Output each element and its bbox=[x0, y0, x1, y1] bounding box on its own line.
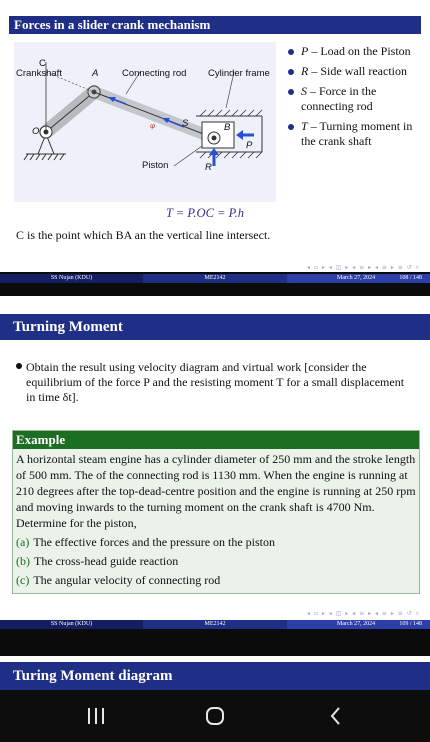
legend-item-s bbox=[287, 84, 425, 114]
bullet-dot-icon bbox=[288, 49, 294, 55]
label-cylinder-frame: Cylinder frame bbox=[208, 68, 270, 79]
label-piston: Piston bbox=[142, 160, 169, 171]
bullet-dot-icon bbox=[288, 89, 294, 95]
recents-button[interactable] bbox=[76, 704, 116, 728]
label-o: O bbox=[32, 126, 40, 137]
slide-title: Turning Moment bbox=[0, 314, 430, 340]
bullet-dot-icon bbox=[288, 124, 294, 130]
legend-text: – Turning moment in the crank shaft bbox=[301, 119, 413, 148]
legend-symbol: S bbox=[301, 84, 307, 98]
footer-author: SS Nujan (KDU) bbox=[0, 620, 143, 629]
force-legend bbox=[287, 44, 425, 154]
slide-109 bbox=[0, 296, 430, 628]
svg-text:φ: φ bbox=[150, 122, 155, 130]
item-label: (b) bbox=[16, 554, 30, 568]
back-icon bbox=[328, 706, 344, 726]
footer-date-page bbox=[287, 274, 430, 283]
example-heading: Example bbox=[13, 431, 419, 449]
label-b: B bbox=[224, 122, 231, 133]
instruction-paragraph bbox=[16, 360, 414, 405]
example-block bbox=[12, 430, 420, 594]
recents-icon bbox=[86, 707, 106, 725]
footer-page: 109 / 148 bbox=[399, 621, 422, 627]
beamer-nav-icons[interactable]: ◂ ▫ ▸ ◂ ◫ ▸ ◂ ≡ ▸ ◂ ≡ ▸ ≡ ↺ ⌕ bbox=[307, 264, 420, 271]
legend-symbol: R bbox=[301, 64, 309, 78]
slide-footer bbox=[0, 274, 430, 283]
bullet-dot-icon bbox=[16, 363, 22, 369]
system-navigation-bar bbox=[0, 690, 430, 742]
footer-date-page bbox=[287, 620, 430, 629]
legend-item-p bbox=[287, 44, 425, 59]
example-problem-text: A horizontal steam engine has a cylinder diameter of 250 mm and the stroke length of 500 mm. The of the connecting rod is 1130 mm. When the engine is running at 210 degrees after the top-dead-centre position and the engine is running at 250 rpm and moving inwards to the turning moment on the crank shaft is 4700 Nm. Determine for the piston, bbox=[16, 452, 416, 530]
instruction-text: Obtain the result using velocity diagram and virtual work [consider the equilibrium of the force P and the resisting moment T for a small displacement in time δt]. bbox=[26, 360, 405, 404]
legend-text: – Side wall reaction bbox=[308, 64, 407, 78]
item-label: (c) bbox=[16, 573, 30, 587]
label-crankshaft: Crankshaft bbox=[16, 68, 62, 79]
point-c-note: C is the point which BA an the vertical line intersect. bbox=[16, 228, 271, 242]
legend-symbol: P bbox=[301, 44, 309, 58]
bullet-dot-icon bbox=[288, 69, 294, 75]
footer-page: 108 / 148 bbox=[399, 275, 422, 281]
slide-title: Turing Moment diagram bbox=[0, 662, 430, 690]
home-icon bbox=[204, 705, 226, 727]
home-button[interactable] bbox=[195, 704, 235, 728]
slider-crank-svg bbox=[14, 42, 276, 202]
label-p: P bbox=[246, 140, 253, 151]
footer-date: March 27, 2024 bbox=[337, 275, 376, 281]
footer-author: SS Nujan (KDU) bbox=[0, 274, 143, 283]
item-text: The angular velocity of connecting rod bbox=[33, 573, 221, 587]
label-r: R bbox=[205, 162, 212, 173]
legend-text: – Load on the Piston bbox=[308, 44, 411, 58]
footer-course: ME2142 bbox=[143, 274, 287, 283]
example-body bbox=[13, 449, 419, 588]
slide-footer bbox=[0, 620, 430, 629]
example-item-b bbox=[16, 553, 416, 569]
example-item-c bbox=[16, 572, 416, 588]
label-c: C bbox=[39, 58, 46, 69]
slide-110 bbox=[0, 656, 430, 690]
legend-text: – Force in the connecting rod bbox=[301, 84, 377, 113]
footer-date: March 27, 2024 bbox=[337, 621, 376, 627]
item-text: The effective forces and the pressure on the piston bbox=[33, 535, 276, 549]
example-item-a bbox=[16, 534, 416, 550]
slide-108 bbox=[0, 0, 430, 281]
legend-symbol: T bbox=[301, 119, 308, 133]
slider-crank-diagram bbox=[14, 42, 276, 202]
cylinder-hatch-top bbox=[200, 110, 262, 116]
beamer-nav-icons[interactable]: ◂ ▫ ▸ ◂ ◫ ▸ ◂ ≡ ▸ ◂ ≡ ▸ ≡ ↺ ⌕ bbox=[307, 610, 420, 617]
legend-item-t bbox=[287, 119, 425, 149]
item-text: The cross-head guide reaction bbox=[34, 554, 179, 568]
turning-moment-formula: T = P.OC = P.h bbox=[165, 206, 244, 220]
label-s: S bbox=[182, 118, 189, 129]
back-button[interactable] bbox=[316, 704, 356, 728]
item-label: (a) bbox=[16, 535, 30, 549]
footer-course: ME2142 bbox=[143, 620, 287, 629]
label-a: A bbox=[92, 68, 99, 79]
label-connecting-rod: Connecting rod bbox=[122, 68, 187, 79]
slide-title: Forces in a slider crank mechanism bbox=[9, 16, 421, 34]
legend-item-r bbox=[287, 64, 425, 79]
ground-hatch-left bbox=[24, 154, 66, 160]
